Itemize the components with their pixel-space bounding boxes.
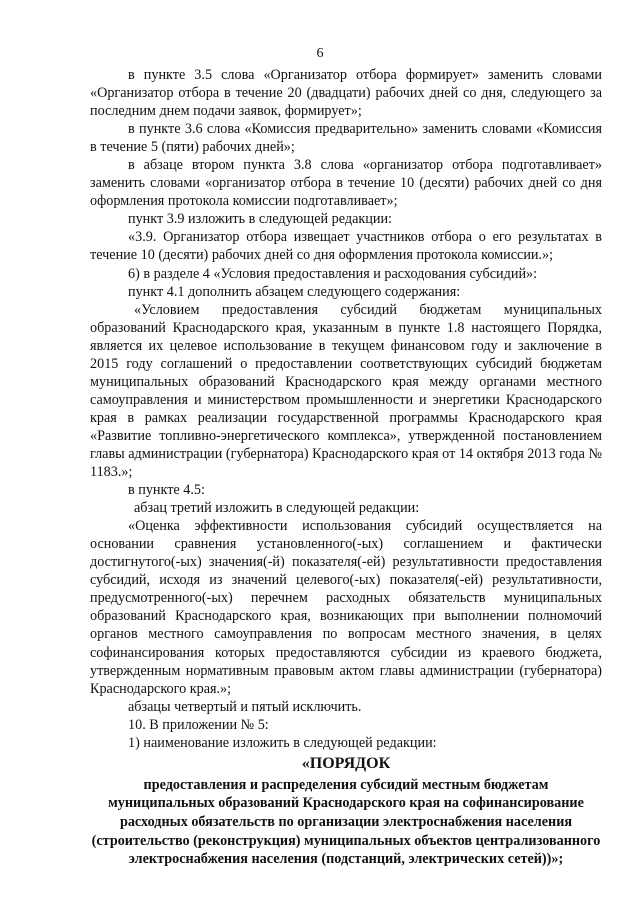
paragraph-appendix-5: 10. В приложении № 5: [128, 716, 269, 733]
paragraph-item-4-5-intro: в пункте 4.5: [128, 482, 205, 499]
paragraph-item-4-5-text: «Оценка эффективности использования субсидий осуществляется на основании сравнения установленного(-ых) соглашением и фактически достигнутого(-ых) значения(-й) показателя(-ей) результативности предоставления субсидий, исходя из значений целевого(-ых) показателя(-ей) результативности, предусмотренного(-ых) перечнем расходных обязательств муниципальных образований Краснодарского края, возникающих при выполнении полномочий органов местного самоуправления по вопросам местного значения, в целях софинансирования которых предоставляются субсидии из краевого бюджета, утвержденным нормативным правовым актом главы администрации (губернатора) Краснодарского края.»; [90, 518, 602, 697]
paragraph-name-change: 1) наименование изложить в следующей редакции: [128, 734, 437, 751]
heading-subtitle: предоставления и распределения субсидий местным бюджетам муниципальных образований Краснодарского края на софинансирование расходных обязательств по организации электроснабжения населения (строительство (реконструкция) муниципальных объектов централизованного электроснабжения населения (подстанций, электрических сетей))»; [91, 776, 601, 868]
document-body [90, 66, 602, 869]
paragraph-exclude: абзацы четвертый и пятый исключить. [128, 698, 362, 715]
paragraph-item-4-1-intro: пункт 4.1 дополнить абзацем следующего содержания: [128, 283, 461, 300]
paragraph-item-4-1-text: «Условием предоставления субсидий бюджетам муниципальных образований Краснодарского края, указанным в пункте 1.8 настоящего Порядка, является их целевое использование в текущем финансовом году и заключение в 2015 году соглашений о предоставлении соответствующих субсидий бюджетам муниципальных образований Краснодарского края между органами местного самоуправления и министерством промышленности и энергетики Краснодарского края в рамках реализации государственной программы Краснодарского края «Развитие топливно-энергетического комплекса», утвержденной постановлением главы администрации (губернатора) Краснодарского края от 14 октября 2013 года № 1183.»; [90, 301, 602, 481]
paragraph-section-4: 6) в разделе 4 «Условия предоставления и расходования субсидий»: [128, 265, 538, 282]
paragraph-item-4-5-abzac: абзац третий изложить в следующей редакции: [134, 500, 420, 517]
paragraph-item-3-5: в пункте 3.5 слова «Организатор отбора формирует» заменить словами «Организатор отбора в течение 20 (двадцати) рабочих дней со дня, следующего за последним днем подачи заявок, формирует»; [90, 67, 602, 120]
heading-title: «ПОРЯДОК [301, 754, 391, 772]
paragraph-item-3-8: в абзаце втором пункта 3.8 слова «организатор отбора подготавливает» заменить словами «организатор отбора в течение 10 (десяти) рабочих дней со дня оформления протокола комиссии подготавливает»; [90, 157, 602, 210]
page-number: 6 [316, 46, 324, 61]
paragraph-item-3-9-intro: пункт 3.9 изложить в следующей редакции: [128, 211, 392, 228]
paragraph-item-3-6: в пункте 3.6 слова «Комиссия предварительно» заменить словами «Комиссия в течение 5 (пяти) рабочих дней»; [90, 121, 602, 156]
paragraph-item-3-9-text: «3.9. Организатор отбора извещает участников отбора о его результатах в течение 10 (десяти) рабочих дней со дня оформления протокола комиссии.»; [90, 229, 602, 264]
